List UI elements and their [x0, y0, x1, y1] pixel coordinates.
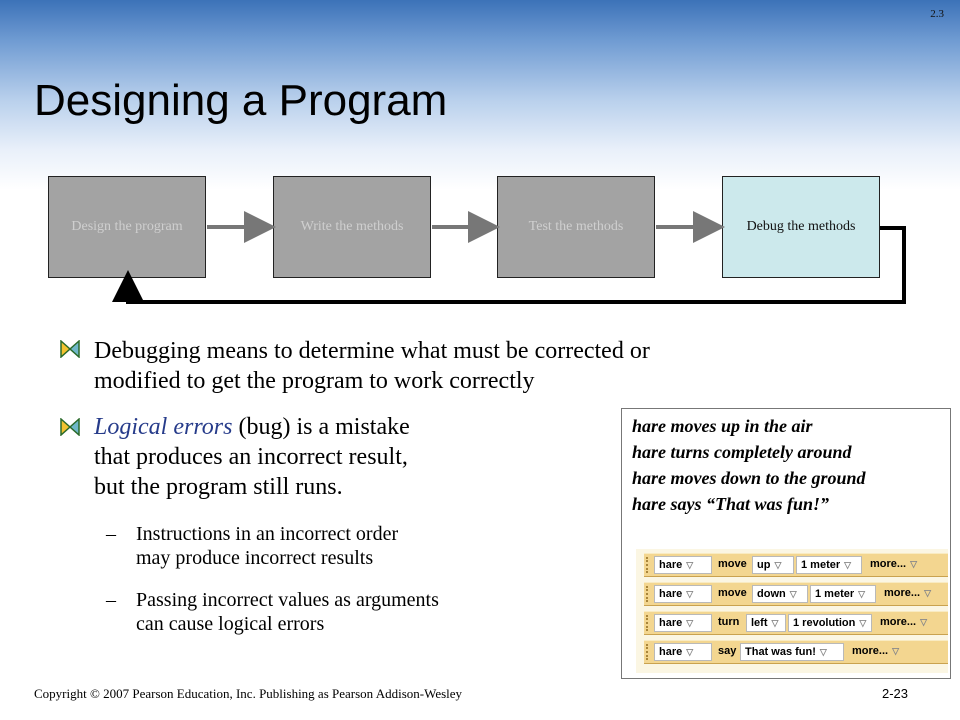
- feedback-loop-arrow: [128, 228, 904, 302]
- dropdown-arrow-icon: ▽: [774, 560, 782, 570]
- amount-dropdown[interactable]: 1 revolution ▽: [788, 614, 872, 632]
- pseudo-code-line: hare moves up in the air: [632, 416, 813, 436]
- bullet-logical-errors: Logical errors (bug) is a mistake that produces an incorrect result, but the program still runs.: [94, 414, 410, 500]
- copyright-notice: Copyright © 2007 Pearson Education, Inc. Publishing as Pearson Addison-Wesley: [34, 686, 463, 701]
- sub-bullet-dash: –: [106, 523, 116, 545]
- method-name: move: [718, 587, 747, 599]
- bullet-debugging: Debugging means to determine what must be corrected or modified to get the program to work correctly: [94, 338, 650, 394]
- dropdown-arrow-icon: ▽: [771, 618, 779, 628]
- pseudo-code: [632, 413, 866, 517]
- slide-number: 2.3: [930, 8, 944, 20]
- alice-method-editor: [636, 549, 948, 673]
- sub-bullet-order: Instructions in an incorrect order may produce incorrect results: [136, 523, 399, 569]
- dropdown-arrow-icon: ▽: [819, 647, 827, 657]
- dropdown-arrow-icon: ▽: [686, 647, 694, 657]
- dropdown-arrow-icon: ▽: [858, 589, 866, 599]
- sub-bullet-arguments: Passing incorrect values as arguments can cause logical errors: [136, 589, 439, 635]
- method-row-turn-left[interactable]: [644, 611, 948, 635]
- drag-handle[interactable]: [646, 615, 652, 631]
- object-dropdown[interactable]: hare ▽: [654, 614, 712, 632]
- more-options[interactable]: more... ▽: [852, 645, 899, 657]
- dropdown-arrow-icon: ▽: [686, 618, 694, 628]
- page-number: 2-23: [882, 686, 909, 701]
- method-name: turn: [718, 616, 740, 628]
- bullet-icon: [60, 418, 80, 436]
- dropdown-arrow-icon: ▽: [686, 560, 694, 570]
- flow-arrows: [0, 0, 960, 320]
- dropdown-arrow-icon: ▽: [920, 617, 927, 627]
- dropdown-arrow-icon: ▽: [844, 560, 852, 570]
- code-example-panel: [621, 408, 951, 679]
- method-row-move-down[interactable]: [644, 582, 948, 606]
- dropdown-arrow-icon: ▽: [686, 589, 694, 599]
- bullet-icon: [60, 340, 80, 358]
- term-logical-errors: Logical errors: [94, 414, 233, 440]
- dropdown-arrow-icon: ▽: [859, 618, 867, 628]
- method-row-move-up[interactable]: [644, 553, 948, 577]
- sub-bullet-dash: –: [106, 589, 116, 611]
- object-dropdown[interactable]: hare ▽: [654, 643, 712, 661]
- dropdown-arrow-icon: ▽: [924, 588, 931, 598]
- step-design-program: Design the program: [48, 176, 206, 278]
- step-test-methods: Test the methods: [497, 176, 655, 278]
- dropdown-arrow-icon: ▽: [892, 646, 899, 656]
- pseudo-code-line: hare turns completely around: [632, 442, 852, 462]
- direction-dropdown[interactable]: left ▽: [746, 614, 786, 632]
- dropdown-arrow-icon: ▽: [789, 589, 797, 599]
- pseudo-code-line: hare says “That was fun!”: [632, 494, 830, 514]
- method-name: move: [718, 558, 747, 570]
- amount-dropdown[interactable]: 1 meter ▽: [810, 585, 876, 603]
- method-name: say: [718, 645, 737, 657]
- dropdown-arrow-icon: ▽: [910, 559, 917, 569]
- step-debug-methods: Debug the methods: [722, 176, 880, 278]
- drag-handle[interactable]: [646, 644, 652, 660]
- more-options[interactable]: more... ▽: [884, 587, 931, 599]
- drag-handle[interactable]: [646, 557, 652, 573]
- step-write-methods: Write the methods: [273, 176, 431, 278]
- method-row-say[interactable]: [644, 640, 948, 664]
- slide-title: Designing a Program: [34, 76, 448, 125]
- amount-dropdown[interactable]: 1 meter ▽: [796, 556, 862, 574]
- text-argument-dropdown[interactable]: That was fun! ▽: [740, 643, 844, 661]
- pseudo-code-line: hare moves down to the ground: [632, 468, 866, 488]
- direction-dropdown[interactable]: down ▽: [752, 585, 808, 603]
- object-dropdown[interactable]: hare ▽: [654, 556, 712, 574]
- direction-dropdown[interactable]: up ▽: [752, 556, 794, 574]
- more-options[interactable]: more... ▽: [880, 616, 927, 628]
- drag-handle[interactable]: [646, 586, 652, 602]
- more-options[interactable]: more... ▽: [870, 558, 917, 570]
- object-dropdown[interactable]: hare ▽: [654, 585, 712, 603]
